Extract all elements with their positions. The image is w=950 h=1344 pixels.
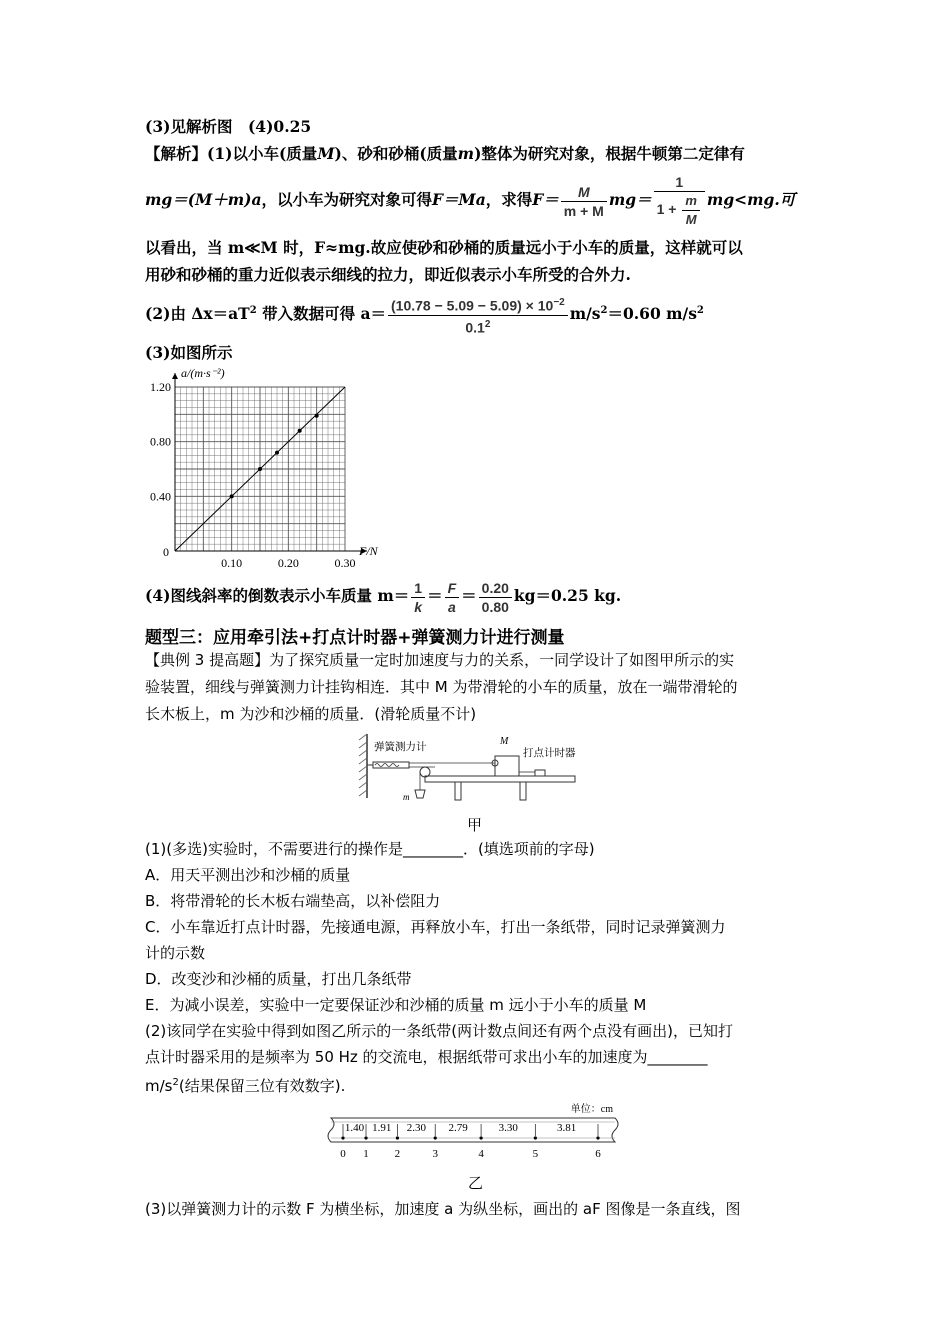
analysis-line-1 — [145, 143, 810, 165]
data-point — [298, 429, 302, 433]
analysis-line-4: 用砂和砂桶的重力近似表示细线的拉力，即近似表示小车所受的合外力. — [145, 265, 631, 284]
analysis-text: 带入数据可得 a＝ — [256, 304, 387, 324]
var-m: m — [457, 144, 475, 163]
inner-fraction-m-over-M — [682, 192, 700, 229]
analysis-line-6: (3)如图所示 — [145, 343, 233, 362]
example-intro-3: 长木板上，m 为沙和沙桶的质量．(滑轮质量不计) — [145, 705, 477, 723]
analysis-text: (2)由 Δx＝aT — [145, 304, 250, 324]
analysis-tag: 【解析】 — [145, 144, 208, 163]
tape-dot — [434, 1136, 437, 1139]
analysis-text: (4)图线斜率的倒数表示小车质量 m＝ — [145, 586, 410, 605]
fraction-numerator: m — [682, 192, 700, 211]
question-2-line-2: 点计时器采用的是频率为 50 Hz 的交流电，根据纸带可求出小车的加速度为________ — [145, 1048, 708, 1066]
analysis-line-2 — [145, 170, 810, 230]
equation-mg: mg＝ — [608, 190, 652, 209]
fraction-numerator: 1 — [654, 173, 705, 192]
analysis-line-3: 以看出，当 m≪M 时，F≈mg.故应使砂和砂桶的质量远小于小车的质量，这样就可以 — [145, 238, 743, 257]
superscript: 2 — [249, 305, 257, 316]
fraction-1-over-1-plus-m-over-M — [654, 173, 705, 229]
superscript: 2 — [172, 1077, 179, 1088]
tape-dot — [341, 1136, 344, 1139]
label-timer: 打点计时器 — [523, 748, 576, 759]
option-D: D．改变沙和沙桶的质量，打出几条纸带 — [145, 970, 412, 988]
fraction-numerator-text: (10.78 − 5.09 − 5.09) × 10 — [391, 297, 554, 314]
fraction-F-over-a — [445, 579, 460, 616]
fraction-numerator — [388, 294, 568, 316]
y-tick-label: 1.20 — [150, 380, 171, 394]
x-tick-label: 0.20 — [277, 556, 299, 570]
tape-dot — [364, 1136, 367, 1139]
analysis-line-5 — [145, 289, 810, 336]
x-tick-label: 0.30 — [334, 556, 356, 570]
question-2-line-3 — [145, 1072, 810, 1097]
fraction-denominator-text: 0.1 — [465, 319, 485, 336]
tape-dot — [534, 1136, 537, 1139]
data-point — [275, 451, 279, 455]
x-axis-label: F/N — [359, 544, 378, 558]
section-heading: 题型三：应用牵引法+打点计时器+弹簧测力计进行测量 — [145, 628, 565, 648]
long-board — [425, 776, 575, 782]
question-1: (1)(多选)实验时，不需要进行的操作是________．(填选项前的字母) — [145, 840, 595, 858]
tape-segment-label: 1.91 — [372, 1122, 392, 1134]
fraction-acceleration — [388, 294, 568, 336]
fraction-numerator: M — [561, 183, 607, 202]
figure-caption-yi: 乙 — [468, 1174, 484, 1192]
fraction-denominator: M — [685, 212, 697, 227]
equals-sign: ＝ — [461, 586, 477, 605]
tape-dot — [596, 1136, 599, 1139]
superscript: 2 — [484, 318, 491, 330]
data-point — [258, 467, 262, 471]
analysis-text: ，求得 — [485, 190, 533, 209]
y-tick-label: 0.80 — [150, 434, 171, 449]
tape-segment-label: 2.30 — [406, 1122, 426, 1134]
fraction-denominator-text: 1 + — [656, 201, 681, 218]
superscript: −2 — [553, 297, 565, 308]
tape-point-label: 5 — [532, 1148, 539, 1160]
apparatus-diagram — [355, 730, 595, 810]
y-axis-arrow — [172, 373, 178, 379]
option-B: B．将带滑轮的长木板右端垫高，以补偿阻力 — [145, 892, 441, 910]
fraction-values — [479, 579, 512, 616]
analysis-text: m/s — [569, 304, 601, 324]
unit-text: m/s — [145, 1077, 173, 1095]
fraction-1-over-k — [411, 579, 425, 616]
tape-point-label: 3 — [432, 1148, 438, 1160]
analysis-text: (1)以小车(质量 — [207, 144, 318, 163]
example-intro-1: 【典例 3 提高题】为了探究质量一定时加速度与力的关系，一同学设计了如图甲所示的实 — [145, 651, 735, 669]
tape-segment-label: 3.81 — [557, 1122, 577, 1134]
paper-tape-diagram — [325, 1100, 630, 1168]
tape-dot — [396, 1136, 399, 1139]
figure-caption-jia: 甲 — [467, 816, 483, 834]
tape-point-label: 1 — [363, 1148, 369, 1160]
equation-F: F＝ — [532, 190, 559, 209]
fraction-numerator: 0.20 — [479, 579, 512, 598]
fraction-M-over-mM — [561, 183, 607, 220]
analysis-text: ＝0.60 m/s — [607, 304, 697, 324]
var-M: M — [317, 144, 335, 163]
fraction-denominator — [388, 316, 568, 337]
superscript: 2 — [696, 305, 704, 316]
superscript: 2 — [600, 305, 608, 316]
fraction-numerator: F — [445, 579, 460, 598]
tape-unit-label: 单位：cm — [570, 1104, 613, 1115]
option-A: A．用天平测出沙和沙桶的质量 — [145, 866, 351, 884]
analysis-text: )整体为研究对象，根据牛顿第二定律有 — [474, 144, 745, 163]
label-M: M — [500, 736, 509, 747]
analysis-text: ，以小车为研究对象可得 — [261, 190, 433, 209]
tape-point-label: 2 — [394, 1148, 401, 1160]
question-2-line-1: (2)该同学在实验中得到如图乙所示的一条纸带(两计数点间还有两个点没有画出)，已知打 — [145, 1022, 733, 1040]
sand-bucket — [415, 790, 425, 798]
x-tick-label: 0.10 — [221, 556, 243, 570]
fraction-numerator: 1 — [411, 579, 425, 598]
option-C-line-2: 计的示数 — [145, 944, 206, 962]
analysis-text: mg<mg.可 — [706, 190, 796, 209]
y-tick-label: 0.40 — [150, 489, 171, 504]
tape-segment-label: 2.79 — [448, 1122, 468, 1134]
tape-point-label: 0 — [340, 1148, 346, 1160]
equation-cart: F＝Ma — [432, 190, 486, 209]
analysis-line-7 — [145, 573, 810, 619]
ticker-timer — [535, 770, 545, 776]
a-F-graph — [140, 365, 390, 575]
tape-segment-label: 1.40 — [344, 1122, 365, 1134]
option-C-line-1: C．小车靠近打点计时器，先接通电源，再释放小车，打出一条纸带，同时记录弹簧测力 — [145, 918, 726, 936]
label-spring-scale: 弹簧测力计 — [374, 742, 427, 753]
fraction-denominator: m + M — [563, 202, 604, 219]
fraction-denominator: 0.80 — [481, 598, 509, 615]
equation-newton: mg＝(M＋m)a — [145, 190, 262, 209]
fraction-denominator — [654, 192, 705, 229]
origin-label: 0 — [163, 545, 169, 559]
analysis-text: kg＝0.25 kg. — [513, 586, 622, 605]
data-point — [230, 494, 234, 498]
answer-line: (3)见解析图 (4)0.25 — [145, 117, 312, 136]
data-point — [315, 414, 319, 418]
label-m: m — [403, 792, 410, 802]
fraction-denominator: a — [447, 598, 456, 615]
question-3-line-1: (3)以弹簧测力计的示数 F 为横坐标，加速度 a 为纵坐标，画出的 aF 图像是一条直线，图 — [145, 1200, 741, 1218]
fraction-denominator: k — [414, 598, 423, 615]
equals-sign: ＝ — [427, 586, 443, 605]
tape-point-label: 4 — [478, 1148, 484, 1160]
analysis-text: )、砂和砂桶(质量 — [334, 144, 458, 163]
tape-segment-label: 3.30 — [498, 1122, 518, 1134]
question-text: (结果保留三位有效数字). — [178, 1077, 346, 1095]
cart — [495, 756, 519, 776]
tape-dot — [480, 1136, 483, 1139]
y-axis-label: a/(m·s⁻²) — [181, 366, 225, 380]
tape-point-label: 6 — [595, 1148, 601, 1160]
option-E: E．为减小误差，实验中一定要保证沙和沙桶的质量 m 远小于小车的质量 M — [145, 996, 647, 1014]
example-intro-2: 验装置，细线与弹簧测力计挂钩相连．其中 M 为带滑轮的小车的质量，放在一端带滑轮的 — [145, 678, 738, 696]
